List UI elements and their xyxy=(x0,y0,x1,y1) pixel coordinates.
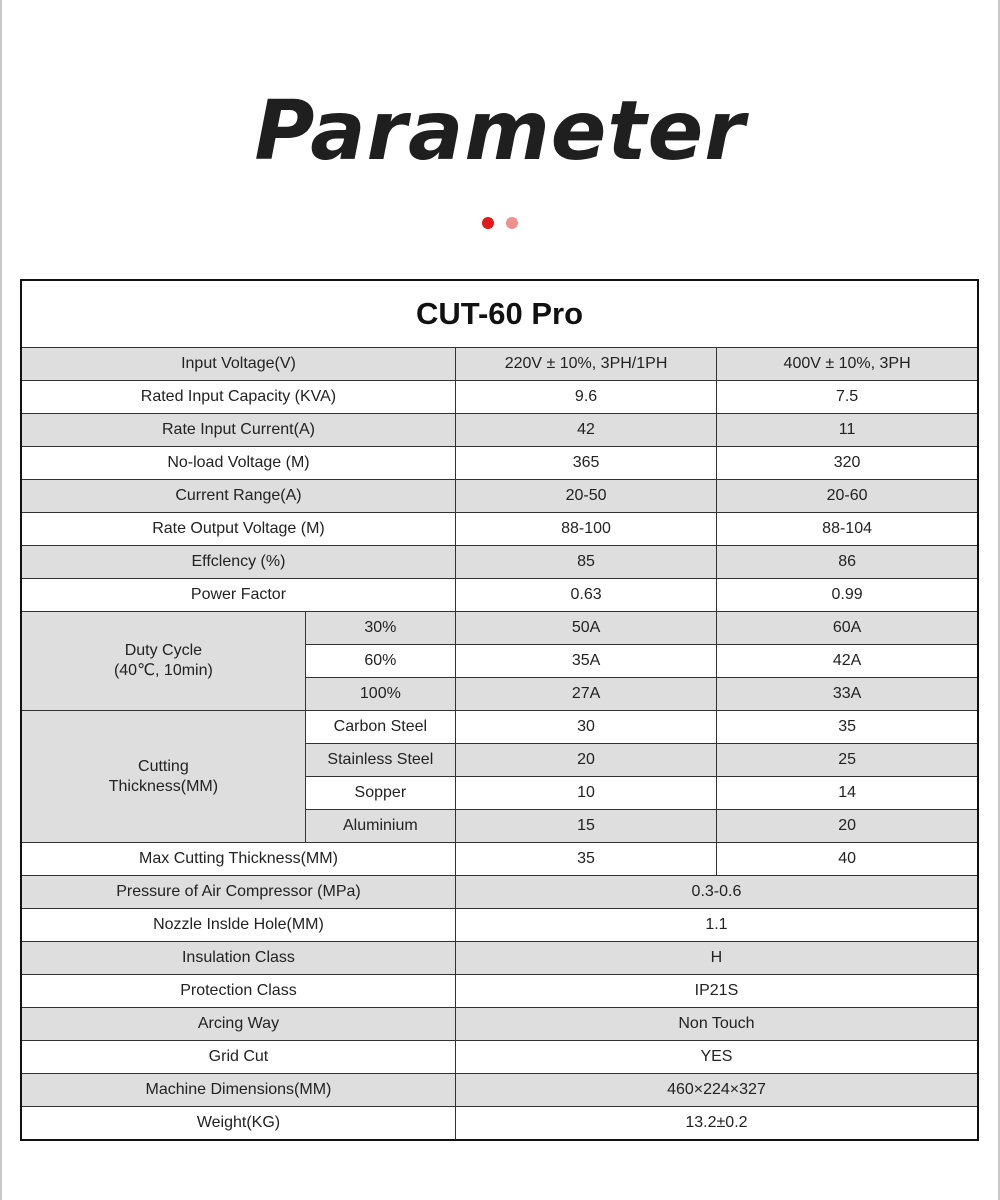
table-row xyxy=(21,1074,978,1107)
sub-label: 30% xyxy=(305,612,455,645)
table-row xyxy=(21,579,978,612)
row-label: Effclency (%) xyxy=(21,546,455,579)
row-label: Rate Input Current(A) xyxy=(21,414,455,447)
dot-active xyxy=(482,217,494,229)
value-220v: 30 xyxy=(455,711,716,744)
value-220v: 27A xyxy=(455,678,716,711)
table-row xyxy=(21,348,978,381)
cutting-thickness-label-line2: Thickness(MM) xyxy=(108,777,219,795)
page-heading: Parameter xyxy=(254,84,746,179)
shared-value: 0.3-0.6 xyxy=(455,876,978,909)
shared-value: 13.2±0.2 xyxy=(455,1107,978,1141)
table-row xyxy=(21,612,978,645)
row-label: Rated Input Capacity (KVA) xyxy=(21,381,455,414)
value-220v: 35 xyxy=(455,843,716,876)
value-400v: 42A xyxy=(717,645,978,678)
shared-value: 460×224×327 xyxy=(455,1074,978,1107)
duty-cycle-label-line2: (40℃, 10min) xyxy=(113,662,213,679)
value-400v: 20-60 xyxy=(717,480,978,513)
table-row xyxy=(21,909,978,942)
table-row xyxy=(21,480,978,513)
value-400v: 7.5 xyxy=(717,381,978,414)
row-label: Protection Class xyxy=(21,975,455,1008)
table-title-row xyxy=(21,280,978,348)
sub-label: 100% xyxy=(305,678,455,711)
row-label: Input Voltage(V) xyxy=(21,348,455,381)
sub-label: Aluminium xyxy=(305,810,455,843)
value-400v: 14 xyxy=(717,777,978,810)
sub-label: Stainless Steel xyxy=(305,744,455,777)
value-400v: 33A xyxy=(717,678,978,711)
value-220v: 20 xyxy=(455,744,716,777)
table-row xyxy=(21,513,978,546)
value-400v: 60A xyxy=(717,612,978,645)
sub-label: Sopper xyxy=(305,777,455,810)
duty-cycle-label-line1: Duty Cycle xyxy=(124,642,203,659)
table-row xyxy=(21,1107,978,1141)
value-220v: 10 xyxy=(455,777,716,810)
row-label: Grid Cut xyxy=(21,1041,455,1074)
cutting-thickness-label xyxy=(21,711,305,843)
shared-value: 1.1 xyxy=(455,909,978,942)
value-400v: 320 xyxy=(717,447,978,480)
spec-table xyxy=(20,279,979,1141)
row-label: Arcing Way xyxy=(21,1008,455,1041)
cutting-thickness-label-line1: Cutting xyxy=(138,757,189,775)
value-400v: 40 xyxy=(717,843,978,876)
value-400v: 88-104 xyxy=(717,513,978,546)
dot-inactive xyxy=(506,217,518,229)
value-400v: 11 xyxy=(717,414,978,447)
duty-cycle-label xyxy=(21,612,305,711)
value-400v: 400V ± 10%, 3PH xyxy=(717,348,978,381)
sub-label: 60% xyxy=(305,645,455,678)
table-row xyxy=(21,414,978,447)
table-row xyxy=(21,447,978,480)
table-row xyxy=(21,711,978,744)
row-label: Rate Output Voltage (M) xyxy=(21,513,455,546)
shared-value: IP21S xyxy=(455,975,978,1008)
model-title: CUT-60 Pro xyxy=(21,280,978,348)
value-220v: 85 xyxy=(455,546,716,579)
value-400v: 20 xyxy=(717,810,978,843)
row-label: Nozzle Inslde Hole(MM) xyxy=(21,909,455,942)
value-220v: 42 xyxy=(455,414,716,447)
value-220v: 9.6 xyxy=(455,381,716,414)
table-row xyxy=(21,546,978,579)
value-220v: 50A xyxy=(455,612,716,645)
row-label: Current Range(A) xyxy=(21,480,455,513)
value-400v: 86 xyxy=(717,546,978,579)
value-220v: 15 xyxy=(455,810,716,843)
value-400v: 0.99 xyxy=(717,579,978,612)
value-220v: 0.63 xyxy=(455,579,716,612)
shared-value: YES xyxy=(455,1041,978,1074)
table-row xyxy=(21,843,978,876)
row-label: Insulation Class xyxy=(21,942,455,975)
value-400v: 25 xyxy=(717,744,978,777)
row-label: Max Cutting Thickness(MM) xyxy=(21,843,455,876)
value-220v: 220V ± 10%, 3PH/1PH xyxy=(455,348,716,381)
table-row xyxy=(21,1008,978,1041)
pagination-dots xyxy=(0,216,1000,234)
table-row xyxy=(21,975,978,1008)
row-label: No-load Voltage (M) xyxy=(21,447,455,480)
table-row xyxy=(21,1041,978,1074)
value-220v: 20-50 xyxy=(455,480,716,513)
value-400v: 35 xyxy=(717,711,978,744)
table-row xyxy=(21,381,978,414)
row-label: Machine Dimensions(MM) xyxy=(21,1074,455,1107)
value-220v: 365 xyxy=(455,447,716,480)
row-label: Power Factor xyxy=(21,579,455,612)
row-label: Pressure of Air Compressor (MPa) xyxy=(21,876,455,909)
value-220v: 35A xyxy=(455,645,716,678)
sub-label: Carbon Steel xyxy=(305,711,455,744)
row-label: Weight(KG) xyxy=(21,1107,455,1141)
value-220v: 88-100 xyxy=(455,513,716,546)
table-row xyxy=(21,942,978,975)
shared-value: H xyxy=(455,942,978,975)
table-row xyxy=(21,876,978,909)
shared-value: Non Touch xyxy=(455,1008,978,1041)
